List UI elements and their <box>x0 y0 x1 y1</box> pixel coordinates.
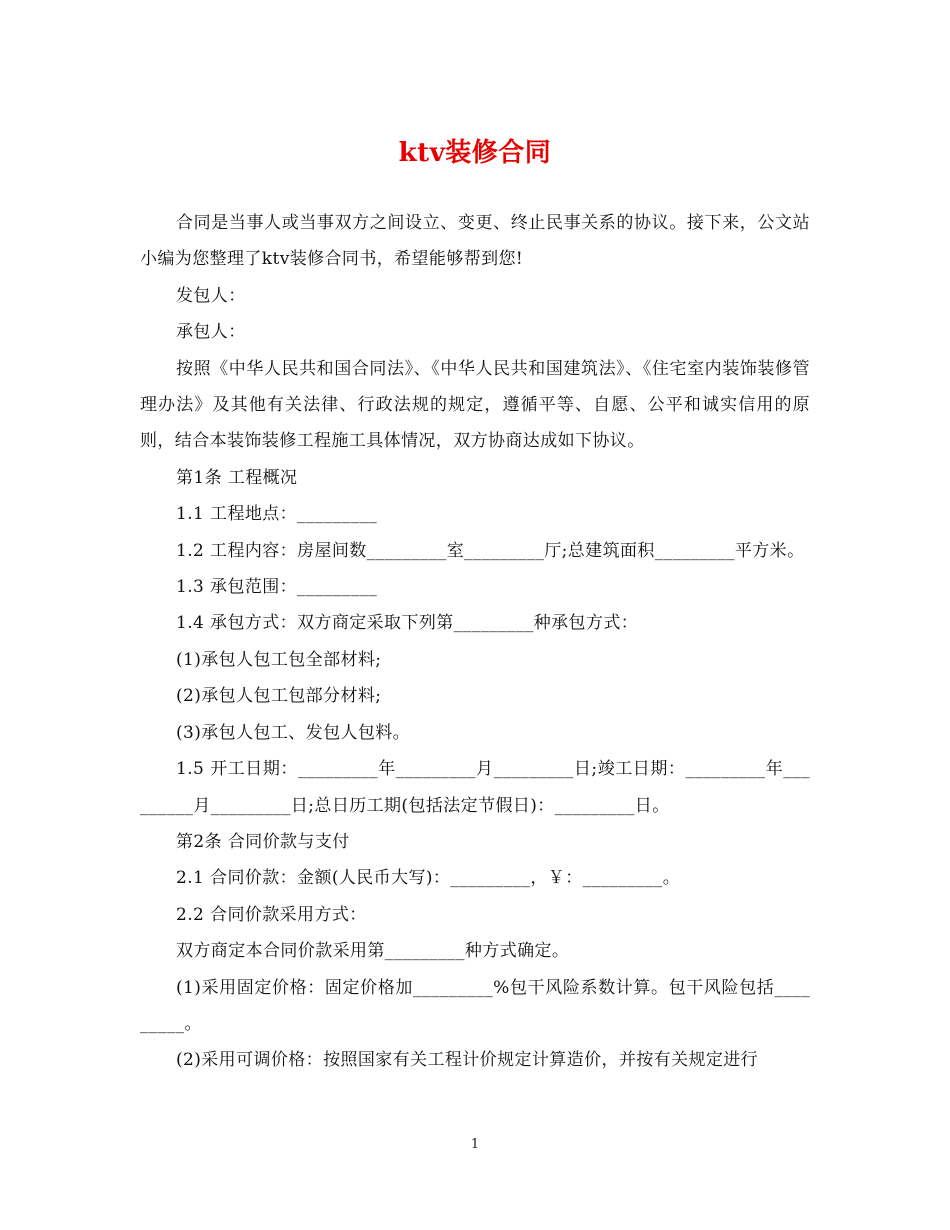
section-heading-2: 第2条 合同价款与支付 <box>176 831 350 852</box>
section-heading-1: 第1条 工程概况 <box>176 467 298 488</box>
clause-2-1: 2.1 合同价款：金额(人民币大写)：_________，￥：_________。 <box>176 868 681 889</box>
document-body <box>140 205 810 1079</box>
clause-1-3: 1.3 承包范围：_________ <box>176 577 378 598</box>
paragraph-intro: 合同是当事人或当事双方之间设立、变更、终止民事关系的协议。接下来，公文站小编为您整理了ktv装修合同书，希望能够帮到您! <box>140 213 810 270</box>
price-option-adjustable: (2)采用可调价格：按照国家有关工程计价规定计算造价，并按有关规定进行 <box>176 1050 759 1071</box>
paragraph-contractor: 承包人： <box>176 322 246 343</box>
option-3: (3)承包人包工、发包人包料。 <box>176 722 411 743</box>
clause-1-4: 1.4 承包方式：双方商定采取下列第_________种承包方式： <box>176 613 639 634</box>
price-method-paragraph: 双方商定本合同价款采用第_________种方式确定。 <box>176 941 570 962</box>
clause-1-5: 1.5 开工日期：_________年_________月_________日;竣工日期：_________年_________月_________日;总日历工期(包括法定节假日)：_________日。 <box>140 759 810 816</box>
clause-1-1: 1.1 工程地点：_________ <box>176 504 378 525</box>
option-2: (2)承包人包工包部分材料; <box>176 686 382 707</box>
clause-2-2: 2.2 合同价款采用方式： <box>176 904 367 925</box>
document-title: ktv装修合同 <box>398 138 552 168</box>
page-number: 1 <box>470 1137 480 1152</box>
paragraph-employer: 发包人： <box>176 285 246 306</box>
option-1: (1)承包人包工包全部材料; <box>176 649 382 670</box>
clause-1-2: 1.2 工程内容：房屋间数_________室_________厅;总建筑面积_________平方米。 <box>176 540 805 561</box>
price-option-fixed: (1)采用固定价格：固定价格加_________%包干风险系数计算。包干风险包括_________。 <box>140 977 810 1034</box>
paragraph-legal-basis: 按照《中华人民共和国合同法》、《中华人民共和国建筑法》、《住宅室内装饰装修管理办法》及其他有关法律、行政法规的规定，遵循平等、自愿、公平和诚实信用的原则，结合本装饰装修工程施工具体情况，双方协商达成如下协议。 <box>140 358 810 452</box>
